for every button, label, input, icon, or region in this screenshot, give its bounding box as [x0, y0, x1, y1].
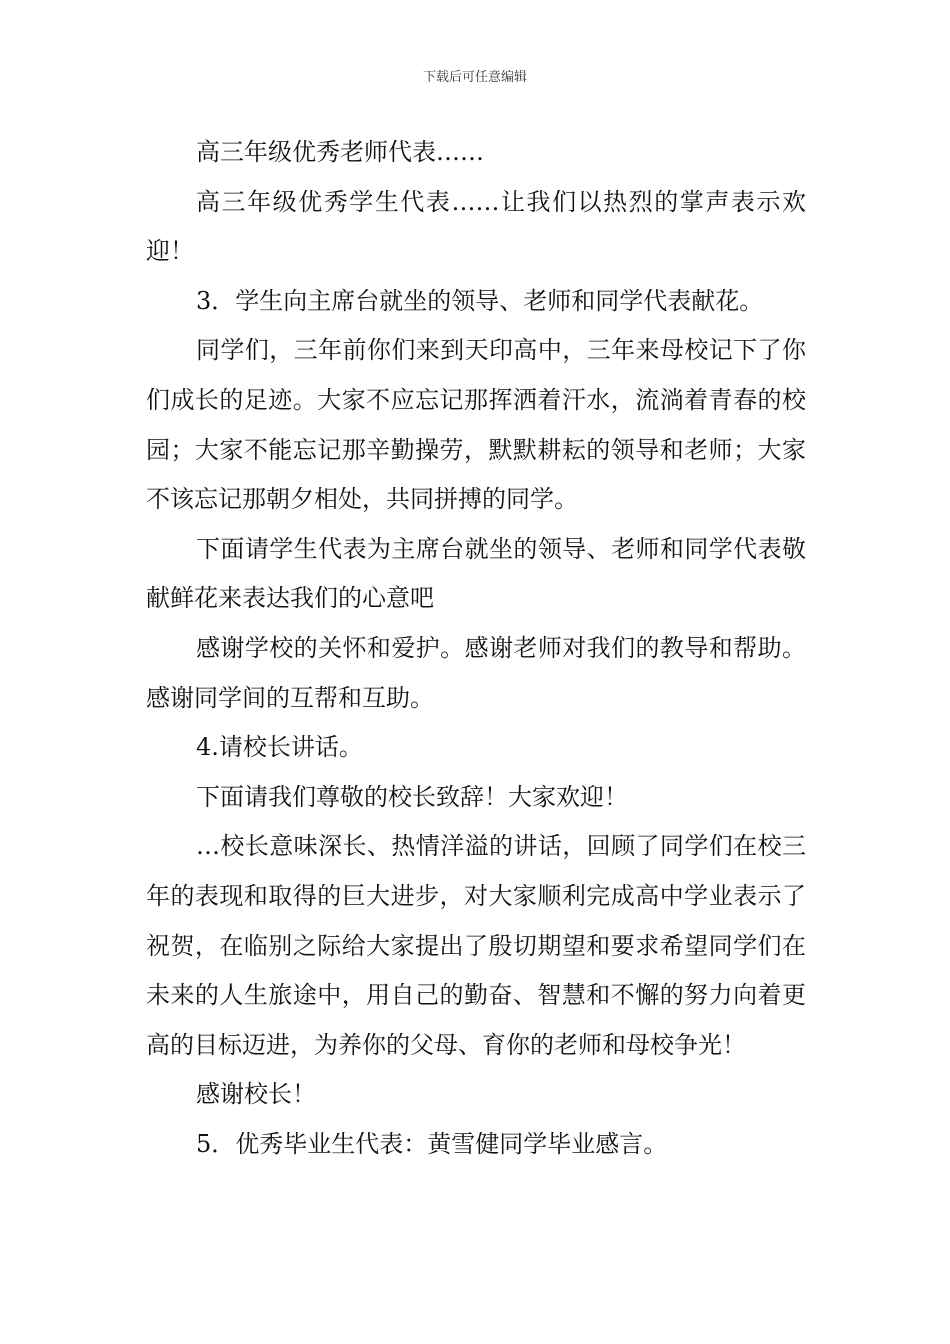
- paragraph-thank-principal: 感谢校长！: [196, 1080, 316, 1109]
- paragraph-item-5: 5．优秀毕业生代表：黄雪健同学毕业感言。: [196, 1129, 668, 1158]
- paragraph-student-representatives: 高三年级优秀学生代表……让我们以热烈的掌声表示欢迎！: [146, 187, 806, 266]
- paragraph-classmates: 同学们，三年前你们来到天印高中，三年来母校记下了你们成长的足迹。大家不应忘记那挥洒着汗水，流淌着青春的校园；大家不能忘记那辛勤操劳，默默耕耘的领导和老师；大家不该忘记那朝夕相处，共同拼搏的同学。: [146, 336, 806, 514]
- paragraph-principal-intro: 下面请我们尊敬的校长致辞！大家欢迎！: [196, 782, 628, 811]
- paragraph-thanks: 感谢学校的关怀和爱护。感谢老师对我们的教导和帮助。感谢同学间的互帮和互助。: [146, 633, 806, 712]
- paragraph-present-flowers: 下面请学生代表为主席台就坐的领导、老师和同学代表敬献鲜花来表达我们的心意吧: [146, 534, 806, 613]
- page-header: 下载后可任意编辑: [422, 70, 527, 85]
- paragraph-principal-summary: …校长意味深长、热情洋溢的讲话，回顾了同学们在校三年的表现和取得的巨大进步，对大家顺利完成高中学业表示了祝贺，在临别之际给大家提出了殷切期望和要求希望同学们在未来的人生旅途中，用自己的勤奋、智慧和不懈的努力向着更高的目标迈进，为养你的父母、育你的老师和母校争光！: [146, 832, 806, 1059]
- paragraph-item-4: 4.请校长讲话。: [196, 733, 363, 762]
- paragraph-teacher-representatives: 高三年级优秀老师代表……: [196, 138, 484, 166]
- paragraph-item-3: 3．学生向主席台就坐的领导、老师和同学代表献花。: [196, 286, 764, 315]
- document-body: [146, 128, 806, 1169]
